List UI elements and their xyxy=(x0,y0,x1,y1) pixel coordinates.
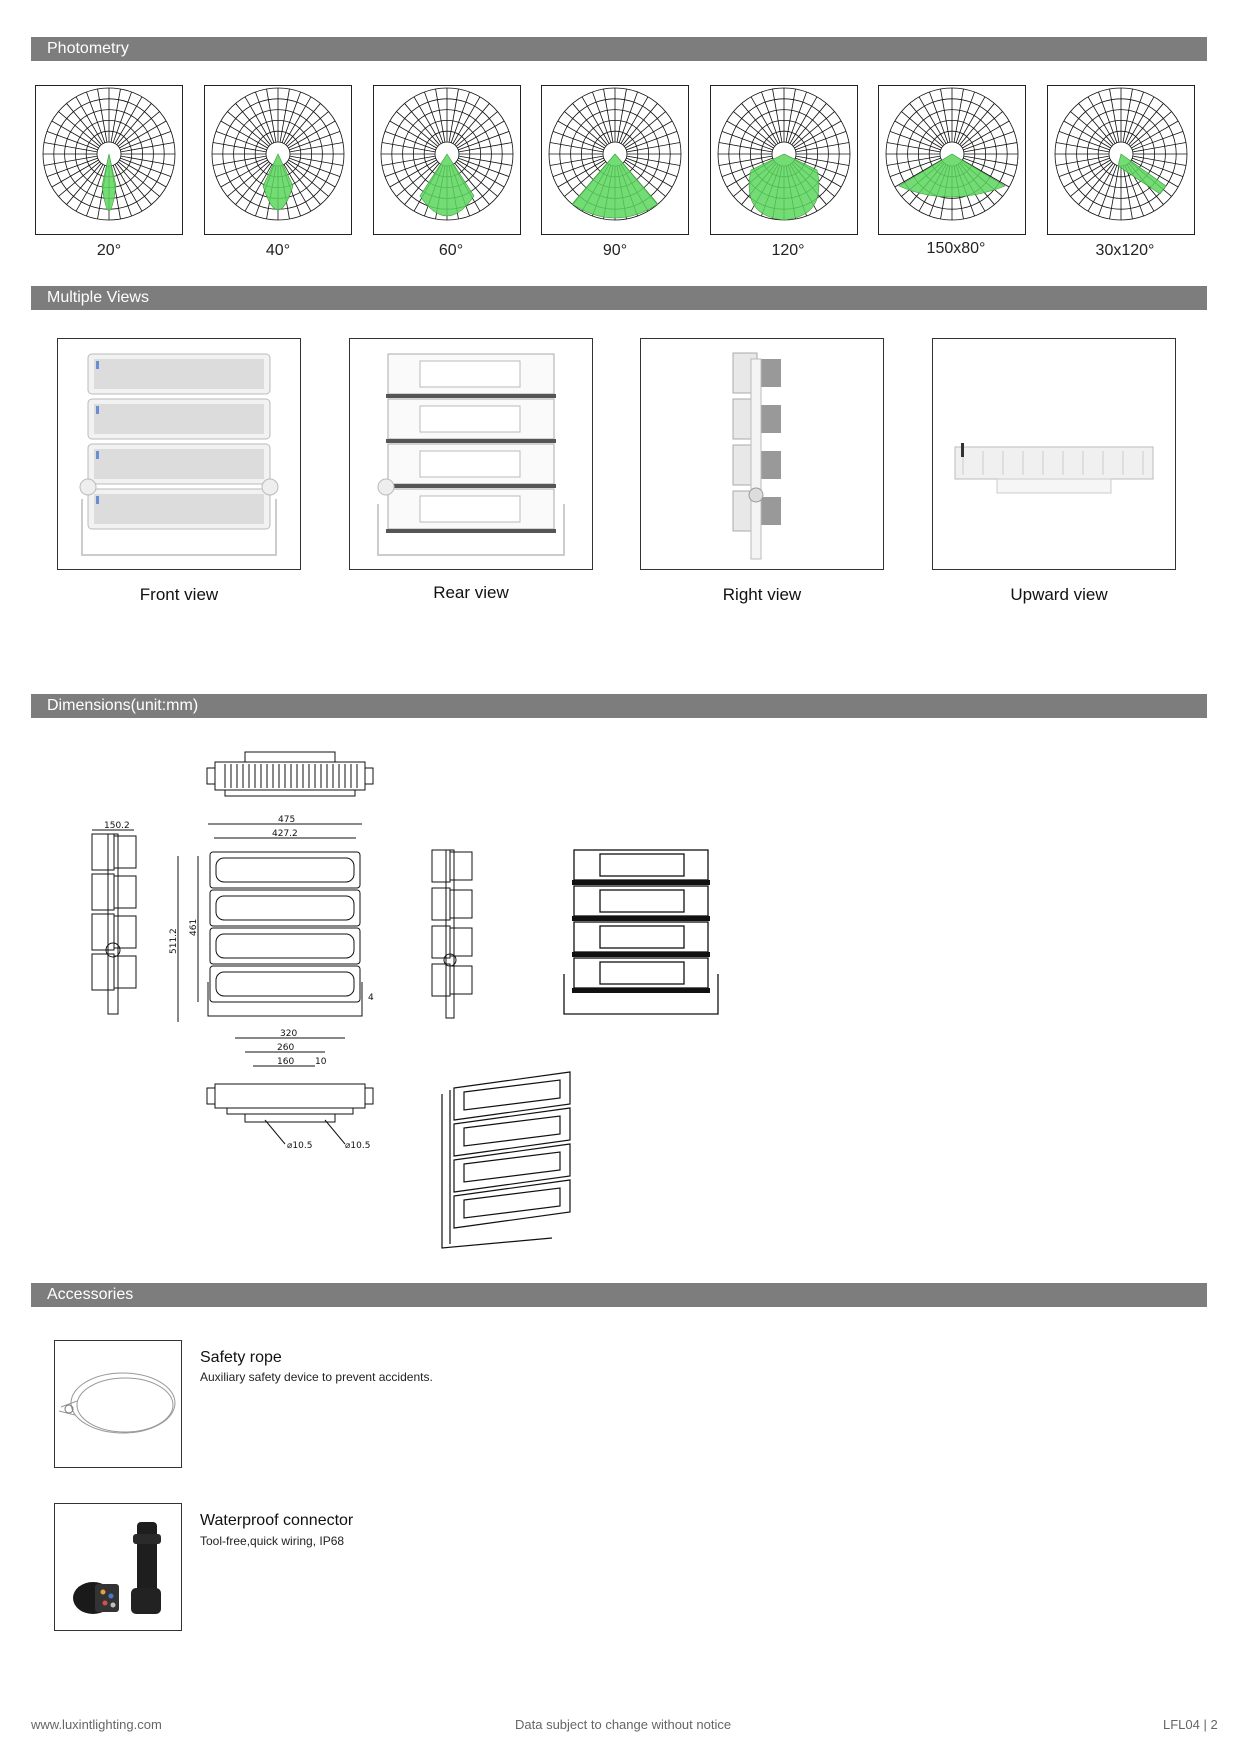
beam-pattern xyxy=(1118,154,1166,194)
footer-page-number: LFL04 | 2 xyxy=(1163,1717,1218,1732)
accessory-title-safety-rope: Safety rope xyxy=(200,1349,282,1366)
front-view-drawing xyxy=(168,814,380,1024)
dim-height-inner: 461 xyxy=(189,918,199,936)
view-label-rear: Rear view xyxy=(433,583,509,602)
beam-pattern xyxy=(102,154,116,211)
polar-diagram-40 xyxy=(204,85,352,235)
accessory-desc-waterproof-connector: Tool-free,quick wiring, IP68 xyxy=(200,1534,345,1548)
dim-mount-10: 10 xyxy=(315,1057,327,1067)
rear-view-drawing xyxy=(560,846,722,1018)
perspective-drawing xyxy=(432,1068,576,1252)
beam-label: 120° xyxy=(771,242,805,259)
section-header-multiple-views: Multiple Views xyxy=(31,286,1207,310)
dim-hole-b: ⌀10.5 xyxy=(345,1141,371,1151)
dim-width-outer: 475 xyxy=(278,815,296,825)
footer-notice: Data subject to change without notice xyxy=(515,1717,732,1732)
polar-diagram-150x80 xyxy=(878,85,1026,235)
dim-mount-260: 260 xyxy=(277,1043,295,1053)
polar-diagram-60 xyxy=(373,85,521,235)
polar-diagram-20 xyxy=(35,85,183,235)
dim-width-inner: 427.2 xyxy=(272,829,298,839)
view-label-right: Right view xyxy=(722,585,802,604)
side-view-drawing xyxy=(88,820,150,1020)
dim-bracket-offset: 4 xyxy=(368,993,374,1003)
dim-height-outer: 511.2 xyxy=(169,928,179,954)
right-view-image xyxy=(640,338,884,570)
upward-view-image xyxy=(932,338,1176,570)
view-label-upward: Upward view xyxy=(1010,585,1108,604)
beam-pattern xyxy=(572,154,658,218)
dim-side-depth: 150.2 xyxy=(104,821,130,831)
front-view-image xyxy=(57,338,301,570)
top-view-drawing xyxy=(205,750,375,810)
waterproof-connector-image xyxy=(54,1503,182,1631)
polar-diagram-90 xyxy=(541,85,689,235)
dim-mount-160: 160 xyxy=(277,1057,295,1067)
beam-label: 30x120° xyxy=(1095,242,1155,259)
beam-label: 90° xyxy=(602,242,628,259)
section-header-accessories: Accessories xyxy=(31,1283,1207,1307)
beam-label: 20° xyxy=(96,242,122,259)
polar-diagram-120 xyxy=(710,85,858,235)
rear-view-image xyxy=(349,338,593,570)
beam-pattern xyxy=(749,154,819,220)
beam-label: 60° xyxy=(438,242,464,259)
beam-label: 150x80° xyxy=(926,240,986,257)
accessory-desc-safety-rope: Auxiliary safety device to prevent accidents. xyxy=(200,1370,433,1384)
view-label-front: Front view xyxy=(139,585,219,604)
polar-diagram-30x120 xyxy=(1047,85,1195,235)
section-header-dimensions: Dimensions(unit:mm) xyxy=(31,694,1207,718)
mounting-view-drawing xyxy=(205,1024,385,1160)
section-header-photometry: Photometry xyxy=(31,37,1207,61)
right-side-drawing xyxy=(428,846,480,1022)
safety-rope-image xyxy=(54,1340,182,1468)
footer-website-link[interactable]: www.luxintlighting.com xyxy=(31,1717,162,1732)
beam-label: 40° xyxy=(265,242,291,259)
dim-hole-a: ⌀10.5 xyxy=(287,1141,313,1151)
dim-mount-320: 320 xyxy=(280,1029,298,1039)
accessory-title-waterproof-connector: Waterproof connector xyxy=(200,1512,354,1529)
